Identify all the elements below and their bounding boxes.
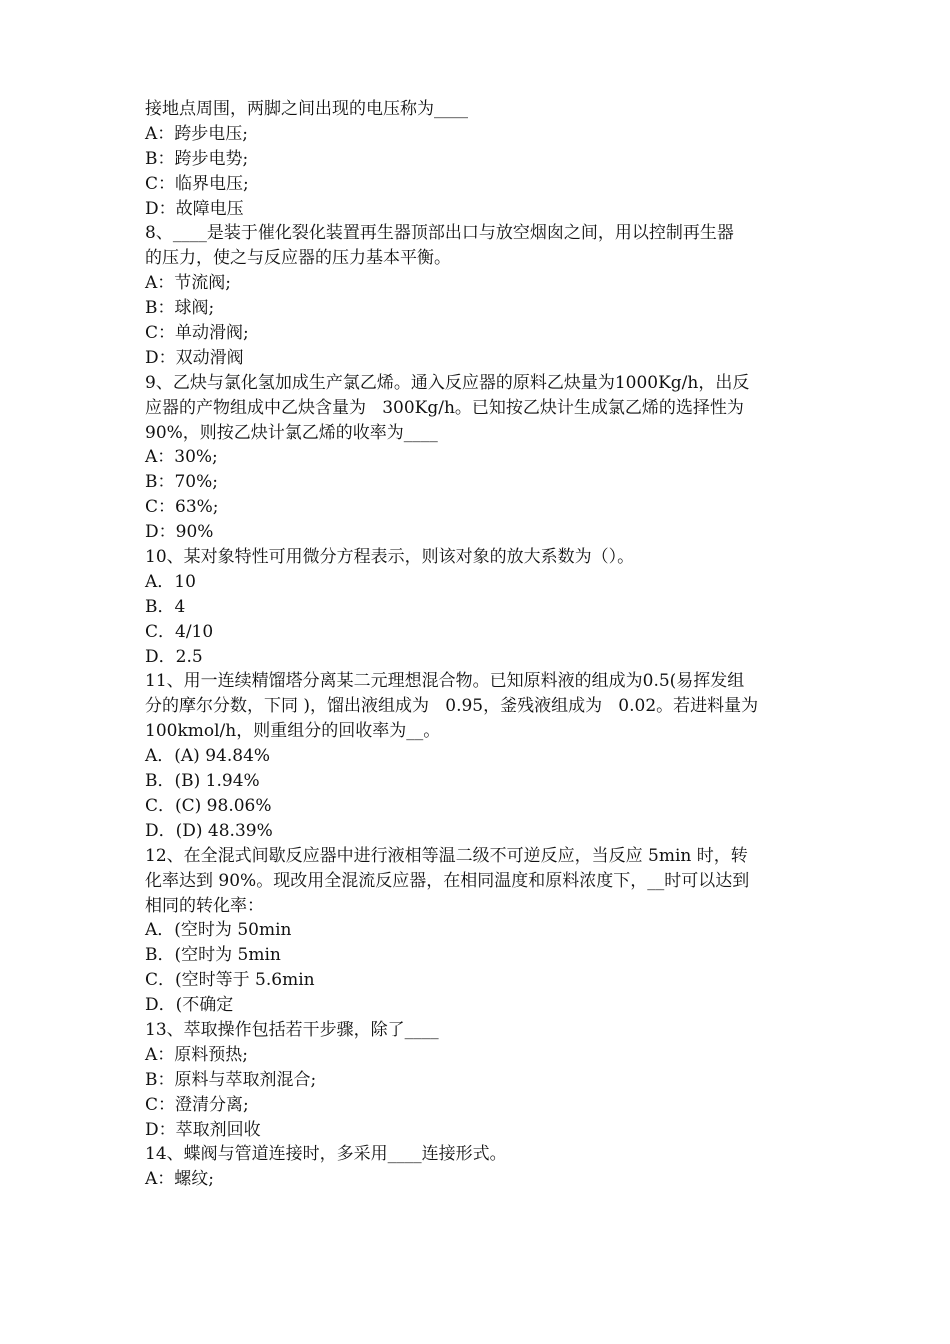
option-a: A：跨步电压; [145, 123, 249, 144]
question-stem-line: 90%，则按乙炔计氯乙烯的收率为____ [145, 422, 438, 443]
option-b: B：球阀; [145, 298, 215, 319]
question-stem-line: 11、用一连续精馏塔分离某二元理想混合物。已知原料液的组成为0.5(易挥发组 [145, 671, 745, 692]
option-d: D：双动滑阀 [145, 347, 244, 368]
document-page [145, 97, 815, 1192]
question-7 [145, 97, 815, 221]
question-stem-line: 应器的产物组成中乙炔含量为 300Kg/h。已知按乙炔计生成氯乙烯的选择性为 [145, 397, 744, 418]
question-8 [145, 221, 815, 370]
question-stem-line: 13、萃取操作包括若干步骤，除了____ [145, 1019, 439, 1040]
option-a: A．10 [145, 571, 196, 592]
option-a: A：原料预热; [145, 1044, 249, 1065]
question-10 [145, 545, 815, 669]
option-b: B：原料与萃取剂混合; [145, 1069, 317, 1090]
option-c: C．(空时等于 5.6min [145, 970, 315, 991]
option-b: B：70%; [145, 472, 219, 493]
option-c: C：单动滑阀; [145, 323, 249, 344]
option-c: C：临界电压; [145, 173, 249, 194]
option-b: B．(空时为 5min [145, 945, 281, 966]
option-a: A．(空时为 50min [145, 920, 292, 941]
question-stem-line: 100kmol/h，则重组分的回收率为__。 [145, 721, 441, 742]
question-11 [145, 669, 815, 843]
option-b: B．4 [145, 596, 186, 617]
question-stem-line: 相同的转化率： [145, 895, 264, 916]
question-stem-line: 分的摩尔分数，下同 )，馏出液组成为 0.95，釜残液组成为 0.02。若进料量为 [145, 696, 759, 717]
option-b: B：跨步电势; [145, 148, 249, 169]
question-stem-line: 的压力，使之与反应器的压力基本平衡。 [145, 248, 451, 269]
option-c: C：澄清分离; [145, 1094, 249, 1115]
option-a: A：节流阀; [145, 273, 232, 294]
option-d: D：故障电压 [145, 198, 244, 219]
option-d: D．(不确定 [145, 995, 234, 1016]
option-c: C．4/10 [145, 621, 214, 642]
question-stem-line: 8、____是装于催化裂化装置再生器顶部出口与放空烟囱之间，用以控制再生器 [145, 223, 734, 244]
option-a: A：螺纹; [145, 1169, 215, 1190]
option-a: A．(A) 94.84% [145, 746, 271, 767]
option-c: C．(C) 98.06% [145, 795, 272, 816]
option-b: B．(B) 1.94% [145, 771, 260, 792]
question-9 [145, 371, 815, 545]
question-stem-line: 9、乙炔与氯化氢加成生产氯乙烯。通入反应器的原料乙炔量为1000Kg/h，出反 [145, 372, 750, 393]
option-a: A：30%; [145, 447, 218, 468]
question-12 [145, 844, 815, 1018]
question-stem-line: 化率达到 90%。现改用全混流反应器，在相同温度和原料浓度下，__时可以达到 [145, 870, 750, 891]
question-13 [145, 1018, 815, 1142]
question-stem-line: 接地点周围，两脚之间出现的电压称为____ [145, 99, 468, 119]
option-d: D．(D) 48.39% [145, 820, 273, 841]
question-stem-line: 12、在全混式间歇反应器中进行液相等温二级不可逆反应，当反应 5min 时，转 [145, 845, 748, 866]
option-d: D：90% [145, 522, 214, 543]
option-d: D：萃取剂回收 [145, 1119, 261, 1140]
question-stem-line: 14、蝶阀与管道连接时，多采用____连接形式。 [145, 1144, 507, 1165]
option-c: C：63%; [145, 497, 219, 518]
question-stem-line: 10、某对象特性可用微分方程表示，则该对象的放大系数为（）。 [145, 547, 635, 568]
question-14 [145, 1142, 815, 1192]
option-d: D．2.5 [145, 646, 203, 667]
